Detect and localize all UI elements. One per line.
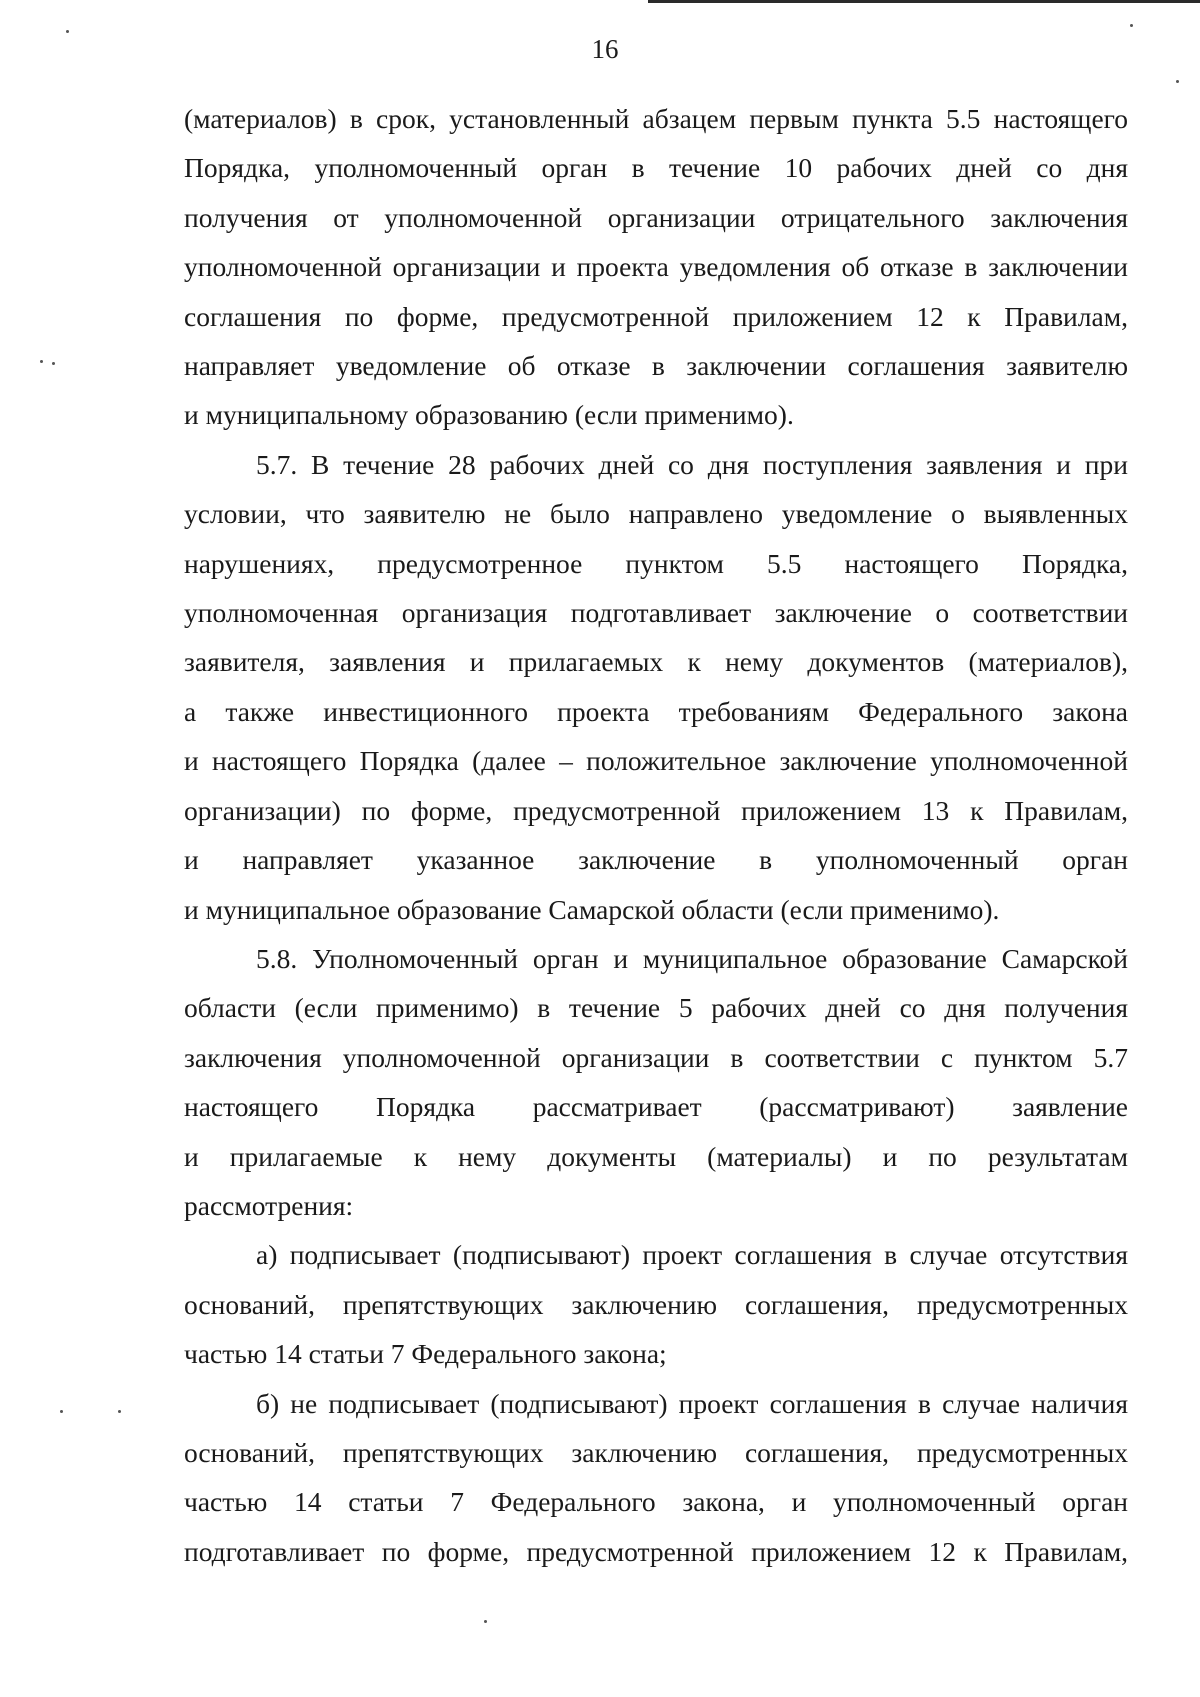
text-line: заявителя, заявления и прилагаемых к нему документов (материалов), <box>184 646 1128 678</box>
page-number: 16 <box>591 34 619 64</box>
scan-speck <box>40 360 43 363</box>
text-line: настоящего Порядка рассматривает (рассматривают) заявление <box>184 1091 1128 1123</box>
text-line: и муниципальное образование Самарской области (если применимо). <box>184 893 1000 925</box>
text-line: оснований, препятствующих заключению соглашения, предусмотренных <box>184 1436 1128 1468</box>
text-line: Порядка, уполномоченный орган в течение 10 рабочих дней со дня <box>184 152 1128 184</box>
text-line: частью 14 статьи 7 Федерального закона; <box>184 1338 667 1370</box>
text-line: б) не подписывает (подписывают) проект соглашения в случае наличия <box>256 1387 1128 1419</box>
top-edge-rule <box>648 0 1200 3</box>
scan-speck <box>1176 80 1179 83</box>
text-line: а) подписывает (подписывают) проект соглашения в случае отсутствия <box>256 1239 1128 1271</box>
text-line: 5.8. Уполномоченный орган и муниципальное образование Самарской <box>256 942 1128 974</box>
text-line: и настоящего Порядка (далее – положительное заключение уполномоченной <box>184 745 1128 777</box>
text-line: рассмотрения: <box>184 1189 354 1221</box>
scan-speck <box>1130 24 1133 27</box>
subparagraph-a <box>184 1230 1128 1378</box>
subparagraph-b <box>184 1379 1128 1577</box>
text-line: нарушениях, предусмотренное пунктом 5.5 настоящего Порядка, <box>184 547 1128 579</box>
text-line: и муниципальному образованию (если применимо). <box>184 399 794 431</box>
text-line: 5.7. В течение 28 рабочих дней со дня поступления заявления и при <box>256 448 1128 480</box>
text-line: организации) по форме, предусмотренной приложением 13 к Правилам, <box>184 794 1128 826</box>
text-line: соглашения по форме, предусмотренной приложением 12 к Правилам, <box>184 300 1128 332</box>
text-line: а также инвестиционного проекта требованиям Федерального закона <box>184 695 1128 727</box>
scan-speck <box>66 30 69 33</box>
paragraph-continuation <box>184 94 1128 440</box>
document-body <box>184 94 1128 1576</box>
text-line: и прилагаемые к нему документы (материалы) и по результатам <box>184 1140 1128 1172</box>
text-line: и направляет указанное заключение в уполномоченный орган <box>184 844 1128 876</box>
paragraph-5-7 <box>184 440 1128 934</box>
text-line: области (если применимо) в течение 5 рабочих дней со дня получения <box>184 992 1128 1024</box>
text-line: уполномоченной организации и проекта уведомления об отказе в заключении <box>184 251 1128 283</box>
text-line: направляет уведомление об отказе в заключении соглашения заявителю <box>184 350 1128 382</box>
text-line: уполномоченная организация подготавливает заключение о соответствии <box>184 597 1128 629</box>
text-line: получения от уполномоченной организации отрицательного заключения <box>184 201 1128 233</box>
scan-speck <box>118 1410 121 1413</box>
text-line: частью 14 статьи 7 Федерального закона, и уполномоченный орган <box>184 1486 1128 1518</box>
text-line: (материалов) в срок, установленный абзацем первым пункта 5.5 настоящего <box>184 103 1128 134</box>
text-line: условии, что заявителю не было направлено уведомление о выявленных <box>184 498 1128 530</box>
paragraph-5-8 <box>184 934 1128 1230</box>
scan-speck <box>60 1410 63 1413</box>
scan-speck <box>52 362 55 365</box>
text-line: заключения уполномоченной организации в соответствии с пунктом 5.7 <box>184 1041 1128 1073</box>
text-line: подготавливает по форме, предусмотренной приложением 12 к Правилам, <box>184 1535 1128 1567</box>
scan-speck <box>484 1620 487 1623</box>
text-line: оснований, препятствующих заключению соглашения, предусмотренных <box>184 1288 1128 1320</box>
